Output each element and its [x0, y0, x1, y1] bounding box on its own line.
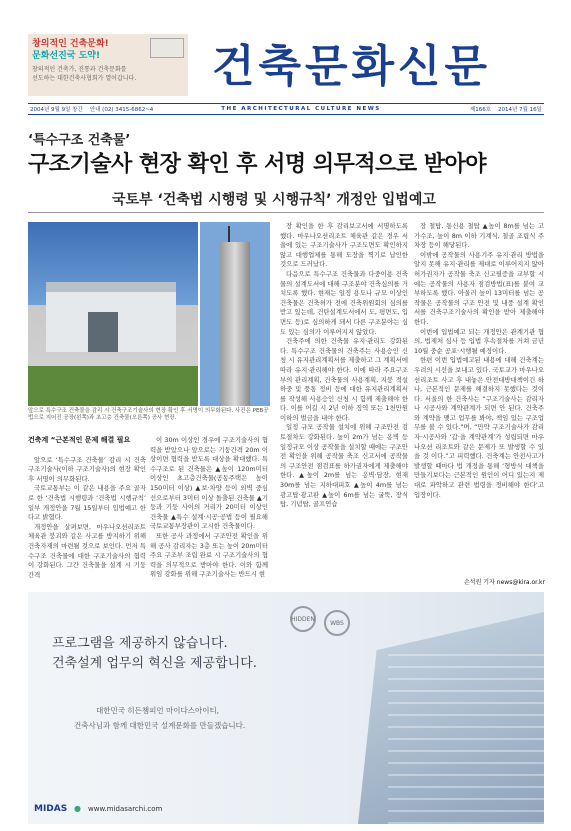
- headline-divider: [28, 212, 544, 213]
- paragraph: 이밖에 공작물의 사용기주 유지·관리 방법을 알지 못해 유지·관리를 제대로 이루어지지 않아 허가권자가 공작물 축조 신고필증을 교부할 시에는 공작물의 사용자 점검방법(표)를 붙여 교부하도록 했다. 아울러 높이 13미터를 넘는 공작물은 공작물의 구조 안전 및 내풍 설계 확인서를 건축구조기술사의 확인을 받아 제출해야 한다.: [414, 250, 544, 326]
- article-column-3: [280, 222, 408, 510]
- ad-line-3: 대한민국 히든챔피언 마이다스아이티,: [96, 706, 220, 715]
- issue-number: 제166호: [469, 107, 492, 113]
- paragraph: 국토교통부는 이 같은 내용을 주요 골자로 한 ‘건축법 시행령과 ‘건축법 시행규칙’ 일부 개정안을 7월 15일부터 입법예고 한다고 밝혔다.: [28, 484, 146, 522]
- article-headline: 구조기술사 현장 확인 후 서명 의무적으로 받아야: [28, 152, 486, 177]
- masthead: [0, 0, 571, 120]
- globe-icon: ●: [74, 804, 81, 813]
- founding-date: 2004년 9월 9일 창간: [30, 107, 83, 113]
- article-column-2: [150, 436, 268, 580]
- article-subhead: 국토부 ‘건축법 시행령 및 시행규칙’ 개정안 입법예고: [112, 192, 436, 208]
- tower-photo: [200, 222, 270, 406]
- article-column-1: [28, 436, 146, 580]
- masthead-info-bar: [28, 103, 544, 115]
- issue-date: 2014년 7월 16일: [498, 107, 542, 113]
- article-column-4: [414, 222, 544, 500]
- photo-caption: 앞으로 특수구조 건축물을 감리 시 건축구조기술사의 현장 확인 후 서명이 의무화된다. 사진은 PEB공법으로 지어진 공장(왼쪽)과 초고층 건축물(오른쪽) 공사 현장.: [28, 408, 269, 421]
- ad-line-2: 건축설계 업무의 혁신을 제공합니다.: [52, 656, 257, 671]
- factory-photo: [28, 222, 198, 406]
- wbs-logo-icon: WBS: [324, 610, 350, 636]
- paragraph: 앞으로 ‘특수구조 건축물’ 감리 시 건축구조기술사(이하 구조기술사)의 현장 확인 후 서명이 의무화된다.: [28, 455, 146, 483]
- byline: 손석원 기자 news@kira.or.kr: [464, 579, 545, 586]
- paragraph: 개정안을 살펴보면, 마우나오션리조트 체육관 붕괴와 같은 사고를 방지하기 위해 건축자재의 마련될 것으로 보인다. 먼저 특수구조 건축물에 대한 구조기술사의 협력이 강화된다. 그간 건축물을 설계 시 기둥 간격: [28, 522, 146, 579]
- paragraph: 한편 이번 입법예고된 내용에 대해 건축계는 우려의 시선을 보내고 있다. 국토교가 마우나오션리조트 사고 후 내놓은 안전대방대책이긴 하나, 근본적인 문제를 해결하지 못했다는 것이다. 서울의 한 건축사는 “구조기술사는 감리자나 시공사와 계약관계가 되면 안 된다. 건축주와 계약을 맺고 업무를 봐야, 책임 있는 구조업무를 볼 수 있다.”며, “만약 구조기술사가 감리자·시공사와 ‘갑·을 계약관계’가 성립되면 마우나오션 리조트와 같은 문제가 또 발생할 수 있을 것 이다.”고 피력했다. 건축계는 안전사고가 발생할 때마다 법 개정을 통해 ‘형방식 대책을 만들기보다는 근본적인 원인이 어디 있는지 제대로 파악하고 관련 법령을 정비해야 한다’고 입장이다.: [414, 356, 544, 499]
- tagline: THE ARCHITECTURAL CULTURE NEWS: [221, 106, 381, 112]
- promo-box: [28, 34, 188, 96]
- hidden-champion-logo-icon: HIDDEN: [290, 606, 316, 632]
- paragraph: 장 확인을 한 후 감리보고서에 서명하도록 했다. 마우나오션리조트 체육관 같은 경우 서울에 있는 구조기술사가 구조도면도 확인하지 않고 대행업체를 통해 도장을 찍기로 납인한 것으로 드러났다.: [280, 222, 408, 269]
- promo-line-4: 선도하는 대한건축사협회가 열어갑니다.: [32, 75, 137, 82]
- paragraph: 장 철탑, 통신용 철탑 ▲높이 8m를 넘는 고가수조, 높이 8m 이하 기계식, 철골 조립식 주차장 등이 해당된다.: [414, 222, 544, 250]
- section-heading: 건축계 “근본적인 문제 해결 필요: [28, 436, 131, 444]
- contact-info: 안내 (02) 3415-6862~4: [89, 107, 154, 113]
- midas-logo: MIDAS: [34, 804, 68, 814]
- promo-line-3: 창의적인 건축가, 진통과 건축문화를: [32, 66, 127, 73]
- paragraph: 이번에 입법예고 되는 개정안은 관계기관 협의, 법제처 심사 등 입법 후속절차를 거쳐 금년 10월 중순 공포·시행될 예정이다.: [414, 327, 544, 355]
- ad-line-4: 건축사님과 함께 대한민국 설계문화를 만들겠습니다.: [74, 721, 246, 730]
- paragraph: 다음으로 특수구조 건축물과 다중이용 건축물의 설계도서에 대해 구조분야 건축심의를 거치도록 했다. 현재는 일정 용도나 규모 이상인 건축물은 건축허가 전에 건축위원회의 심의를 받고 있는데, 건탄설계도서에서 도, 평면도, 입면도 등)로 심의하게 돼서 다른 구조분야는 심도 있는 심의가 이루어지지 않았다.: [280, 269, 408, 336]
- paragraph: 이 30m 이상인 경우에 구조기술사의 협력을 받았으나 앞으로는 기둥간격 20m 이상이면 협력을 받도록 대상을 확대했다. 특수구조로 된 건축물은 ▲높이 120m미터 이상인 초고층건축물(공동주택은 높이 150미터 이상) ▲보·차양 등이 외벽 중심선으로부터 3미터 이상 돌출된 건축물 ▲기둥과 기둥 사이의 거리가 20미터 이상인 건축물 ▲특수 설계·시공·공법 등이 필요해 국토교통부장관이 고시한 건축물이다.: [150, 436, 268, 531]
- article-kicker: ‘특수구조 건축물’: [28, 133, 131, 148]
- paragraph: 일정 규모 공작물 설치에 위해 구조안전 검토절차도 강화된다. 높이 2m가 넘는 옹벽 등 일정규모 이상 공작물을 설치할 때에는 구조안전 확인을 위해 공작물 축조 신고서에 공작물의 구조안전 점검표를 하가권자에게 제출해야 한다. ▲높이 2m를 넘는 옹벽·담장, 현재 30m를 넘는 지하대피호 ▲높이 4m를 넘는 광고탑·광고판 ▲높이 6m를 넘는 굴뚝, 장식탑, 기념탑, 골프연습: [280, 423, 408, 509]
- promo-line-2: 문화선진국 도약!: [32, 51, 101, 61]
- ad-line-1: 프로그램을 제공하지 않습니다.: [52, 636, 228, 651]
- midas-advertisement[interactable]: [28, 592, 544, 824]
- promo-badge-icon: [150, 38, 184, 58]
- newspaper-title: 건축문화신문: [212, 41, 492, 92]
- ad-url-link[interactable]: www.midasarchi.com: [88, 805, 163, 813]
- paragraph: 건축주에 의한 건축물 유지·관리도 강화된다. 특수구조 건축물의 건축주는 사용승인 신청 시 유지관리계획서를 제출하고 그 계획서에 따라 유지·관리해야 한다. 이에 따라 주요구조부의 관리계획, 건축물의 사용계획, 지붕 적설하중 및 풍통 정비 등에 대한 유지관리계획서를 작성해 사용승인 신청 시 함께 제출해야 한다. 이를 어길 시 2년 이하 징역 또는 1천만원 이하의 벌금을 내야 한다.: [280, 337, 408, 422]
- promo-line-1: 창의적인 건축문화!: [32, 39, 109, 49]
- paragraph: 또한 공사 과정에서 구조안전 확인을 위해 공사 감리자는 3층 또는 높이 20m미터 주요 구조부 조립 완료 시 구조기술사의 협력을 의무적으로 받아야 한다. 이와 함께 위임 강화를 위해 구조기술사는 반드시 현: [150, 531, 268, 579]
